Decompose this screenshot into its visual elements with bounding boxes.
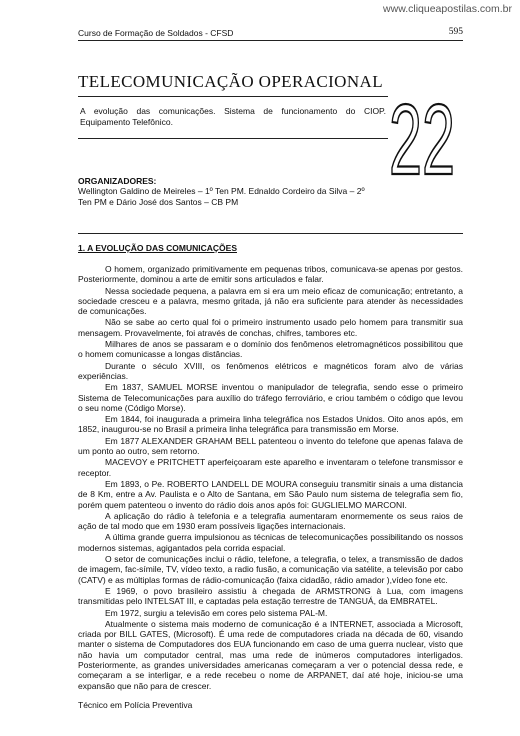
paragraph: Milhares de anos se passaram e o domínio dos fenômenos eletromagnéticos possibilitou que o homem comunicasse a longas distâncias.: [78, 339, 463, 360]
chapter-number-text: 22: [389, 84, 455, 196]
paragraph: Em 1972, surgiu a televisão em cores pelo sistema PAL-M.: [105, 607, 328, 618]
paragraph: Em 1893, o Pe. ROBERTO LANDELL DE MOURA conseguiu transmitir sinais a uma distancia de 8 Km, entre a Av. Paulista e o Alto de Santana, em São Paulo num sistema de telegrafia sem fio, porém quem patenteou o invento do rádio dois anos após foi: GUGLIELMO MARCONI.: [78, 478, 463, 510]
header-rule: [78, 40, 463, 41]
paragraph: O homem, organizado primitivamente em pequenas tribos, comunicava-se apenas por gestos. Posteriormente, dominou a arte de emitir sons articulados e falar.: [78, 264, 463, 285]
organizers-names: Wellington Galdino de Meireles – 1º Ten PM. Ednaldo Cordeiro da Silva – 2º Ten PM e Dário José dos Santos – CB PM: [78, 186, 365, 207]
header-course: Curso de Formação de Soldados - CFSD: [78, 28, 234, 38]
paragraph: Em 1877 ALEXANDER GRAHAM BELL patenteou o invento do telefone que apenas falava de um ponto ao outro, sem retorno.: [78, 435, 463, 457]
section-title: 1. A EVOLUÇÃO DAS COMUNICAÇÕES: [78, 243, 237, 253]
paragraph: O setor de comunicações inclui o rádio, telefone, a telegrafia, o telex, a transmissão de dados de imagem, fac-símile, TV, vídeo texto, a radio fusão, a comunicação via satélite, a televisão por cabo (CATV) e as múltiplas formas de rádio-comunicação (faixa cidadão, rádio amador ),vídeo fone etc.: [78, 554, 463, 585]
paragraph: MACEVOY e PRITCHETT aperfeiçoaram este aparelho e inventaram o telefone transmissor e receptor.: [78, 457, 463, 478]
paragraph: Em 1837, SAMUEL MORSE inventou o manipulador de telegrafia, sendo esse o primeiro Sistema de Telecomunicações para auxílio do tráfego ferroviário, e criou também o código que levou o seu nome (Código Morse).: [78, 382, 463, 413]
paragraph: Em 1844, foi inaugurada a primeira linha telegráfica nos Estados Unidos. Oito anos após, em 1852, inaugurou-se no Brasil a primeira linha telegráfica para transmissão em Morse.: [78, 414, 463, 435]
page-title: TELECOMUNICAÇÃO OPERACIONAL: [78, 72, 383, 91]
subtitle-rule: [78, 138, 388, 139]
paragraph: A última grande guerra impulsionou as técnicas de telecomunicações possibilitando os nossos modernos sistemas, agigantados pela corrida espacial.: [78, 532, 463, 553]
subtitle: A evolução das comunicações. Sistema de funcionamento do CIOP. Equipamento Telefônico.: [80, 106, 386, 127]
paragraph: A aplicação do rádio à telefonia e a telegrafia aumentaram enormemente os seus raios de ação de tal modo que em 1930 eram possíveis ligações internacionais.: [78, 510, 463, 532]
footer: Técnico em Polícia Preventiva: [78, 700, 193, 710]
title-rule: [78, 96, 388, 97]
paragraph: Durante o século XVIII, os fenômenos elétricos e magnéticos foram alvo de várias experiências.: [78, 360, 463, 381]
chapter-number: [388, 84, 456, 196]
paragraph: Atualmente o sistema mais moderno de comunicação é a INTERNET, associada a Microsoft, criada por BILL GATES, (Microsoft). É uma rede de computadores criada na década de 60, visando manter o sistema de Computadores dos EUA funcionando em caso de uma guerra nuclear, visto que não havia um computador central, mas uma rede de inúmeros computadores interligados. Posteriormente, as grandes universidades americanas começaram a ver o potencial dessa rede, e começaram a se interligar, e a rede recebeu o nome de ARPANET, daí até hoje, iniciou-se uma expansão que não para de crescer.: [78, 618, 463, 691]
watermark[interactable]: www.cliqueapostilas.com.br: [383, 3, 512, 15]
paragraph: Nessa sociedade pequena, a palavra em si era um meio eficaz de comunicação; entretanto, a sociedade cresceu e a palavra, mesmo gritada, já não era suficiente para atender às necessidades de comunicações.: [78, 285, 463, 317]
page-number: 595: [448, 27, 463, 37]
section-rule: [78, 233, 463, 234]
body-text: [78, 264, 463, 692]
paragraph: E 1969, o povo brasileiro assistiu à chegada de ARMSTRONG à Lua, com imagens transmitidas pelo INTELSAT III, e captadas pela estação terrestre de TANGUÁ, da EMBRATEL.: [78, 585, 463, 607]
paragraph: Não se sabe ao certo qual foi o primeiro instrumento usado pelo homem para transmitir sua mensagem. Provavelmente, foi através de conchas, chifres, tambores etc.: [78, 317, 463, 338]
organizers-label: ORGANIZADORES:: [78, 176, 157, 186]
